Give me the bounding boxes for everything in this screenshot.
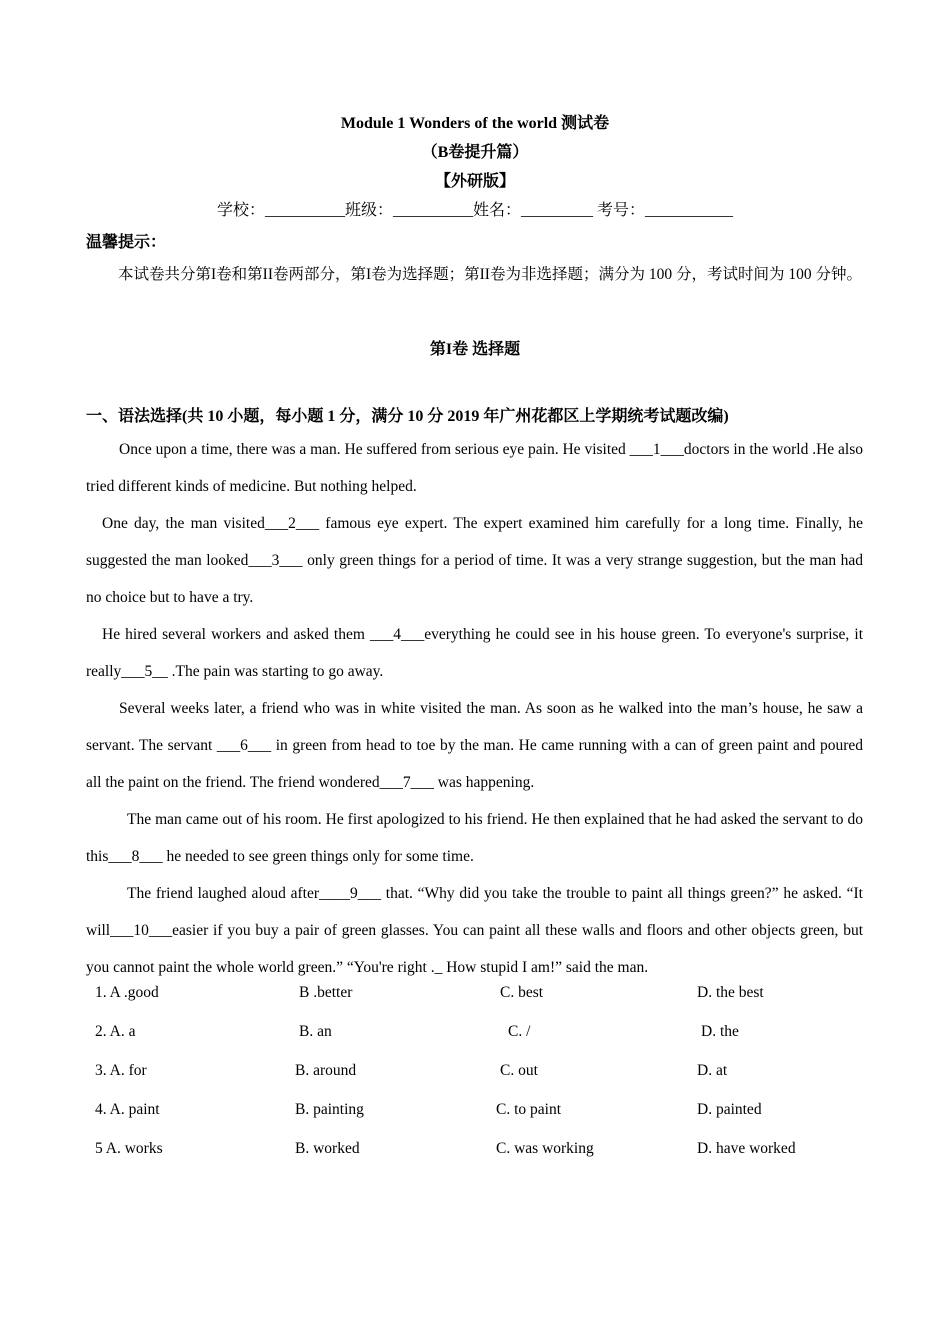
option-c: C. / <box>508 1023 531 1040</box>
option-a: 1. A .good <box>95 984 159 1001</box>
part-title: 第I卷 选择题 <box>429 341 521 358</box>
passage-paragraph: One day, the man visited___2___ famous eye expert. The expert examined him carefully for a long time. Finally, he suggested the man looked___3___ only green things for a period of time. It was a very strange suggestion, but the man had no choice but to have a try. <box>86 515 863 606</box>
option-d: D. painted <box>697 1101 762 1118</box>
passage-paragraph: Once upon a time, there was a man. He suffered from serious eye pain. He visited ___1___doctors in the world .He also tried different kinds of medicine. But nothing helped. <box>86 441 863 495</box>
edition-label: 【外研版】 <box>434 173 515 190</box>
option-d: D. have worked <box>697 1140 796 1157</box>
tips-text: 本试卷共分第I卷和第II卷两部分，第I卷为选择题；第II卷为非选择题；满分为 100 分，考试时间为 100 分钟。 <box>118 266 862 283</box>
option-a: 3. A. for <box>95 1062 147 1079</box>
section-title: 一、语法选择(共 10 小题，每小题 1 分，满分 10 分 2019 年广州花都区上学期统考试题改编) <box>86 408 729 425</box>
passage-paragraph: He hired several workers and asked them ___4___everything he could see in his house green. To everyone's surprise, it really___5__ .The pain was starting to go away. <box>86 626 863 680</box>
page-subtitle: （B卷提升篇） <box>421 144 529 161</box>
passage-paragraph: The friend laughed aloud after____9___ that. “Why did you take the trouble to paint all things green?” he asked. “It will___10___easier if you buy a pair of green glasses. You can paint all these walls and floors and other objects green, but you cannot paint the whole world green.” “You're right ._ How stupid I am!” said the man. <box>86 885 863 976</box>
option-d: D. the <box>701 1023 739 1040</box>
option-d: D. the best <box>697 984 764 1001</box>
passage-paragraph: The man came out of his room. He first apologized to his friend. He then explained that he had asked the servant to do this___8___ he needed to see green things only for some time. <box>86 811 863 865</box>
student-info-line: 学校：__________班级：__________姓名：_________ 考号：___________ <box>216 202 733 219</box>
option-b: B. around <box>295 1062 357 1079</box>
option-c: C. was working <box>496 1140 594 1157</box>
option-b: B .better <box>299 984 353 1001</box>
tips-heading: 温馨提示： <box>86 234 167 251</box>
option-b: B. an <box>299 1023 332 1040</box>
option-a: 2. A. a <box>95 1023 136 1040</box>
page-title: Module 1 Wonders of the world 测试卷 <box>340 115 610 132</box>
option-c: C. to paint <box>496 1101 562 1118</box>
option-d: D. at <box>697 1062 728 1079</box>
option-b: B. painting <box>295 1101 364 1118</box>
option-a: 5 A. works <box>95 1140 163 1157</box>
option-c: C. out <box>500 1062 538 1079</box>
cloze-passage <box>86 431 863 986</box>
passage-paragraph: Several weeks later, a friend who was in white visited the man. As soon as he walked into the man’s house, he saw a servant. The servant ___6___ in green from head to toe by the man. He came running with a can of green paint and poured all the paint on the friend. The friend wondered___7___ was happening. <box>86 700 863 791</box>
option-b: B. worked <box>295 1140 360 1157</box>
option-c: C. best <box>500 984 544 1001</box>
option-a: 4. A. paint <box>95 1101 160 1118</box>
